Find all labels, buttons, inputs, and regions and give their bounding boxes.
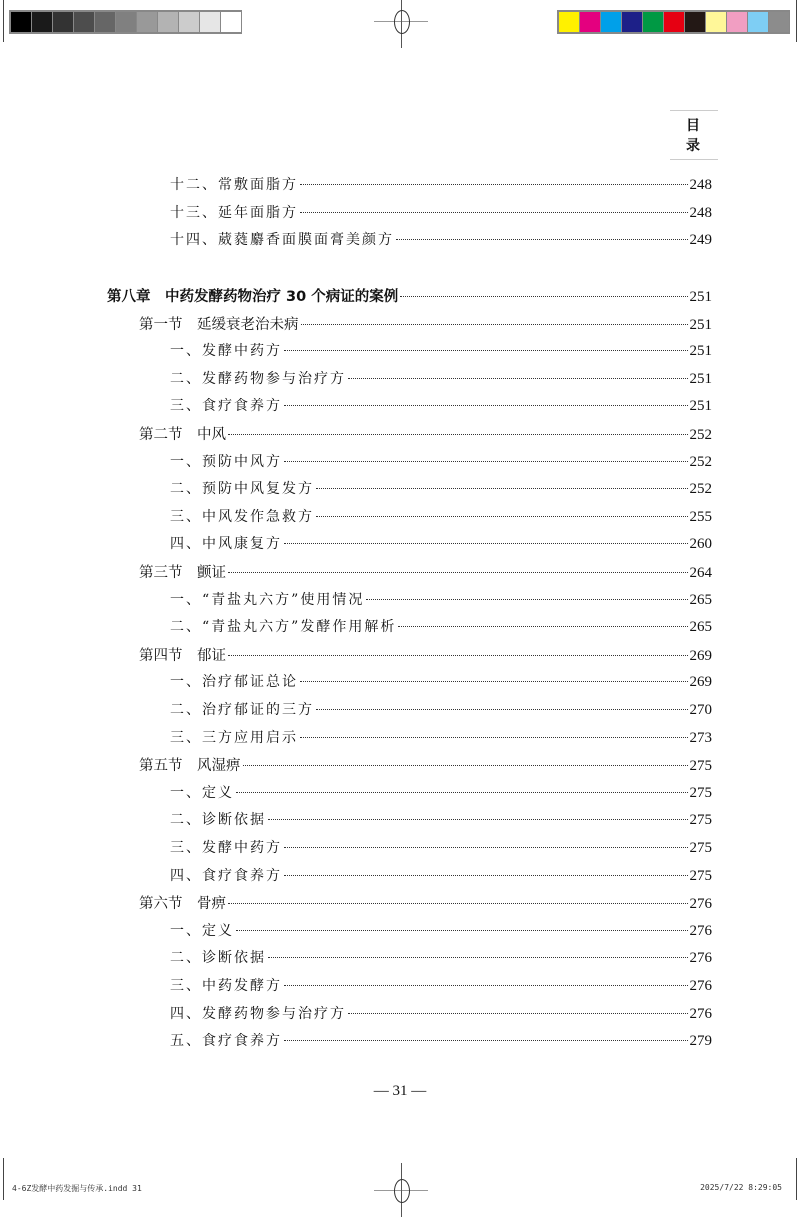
toc-entry (170, 229, 712, 251)
toc-entry-title: 二、诊断依据 (170, 812, 266, 829)
color-swatch (643, 12, 663, 32)
toc-entry (170, 865, 712, 887)
dot-leader (236, 792, 688, 793)
toc-entry-title: 二、发酵药物参与治疗方 (170, 370, 346, 387)
toc-entry (170, 975, 712, 997)
dot-leader (268, 957, 688, 958)
color-swatch (32, 12, 52, 32)
dot-leader (400, 296, 687, 297)
toc-entry-title: 一、“青盐丸六方”使用情况 (170, 591, 365, 608)
toc-entry-title: 第八章 中药发酵药物治疗 30 个病证的案例 (107, 289, 399, 305)
toc-entry-page: 251 (689, 289, 712, 305)
toc-entry-title: 三、食疗食养方 (170, 398, 282, 415)
toc-entry-page: 265 (689, 619, 712, 636)
dot-leader (300, 184, 688, 185)
toc-entry-title: 四、中风康复方 (170, 536, 282, 553)
toc-entry (170, 782, 712, 804)
dot-leader (301, 324, 688, 325)
dot-leader (284, 875, 688, 876)
toc-entry-page: 251 (689, 398, 712, 415)
toc-entry-page: 269 (689, 674, 712, 691)
toc-entry-title: 二、“青盐丸六方”发酵作用解析 (170, 619, 397, 636)
toc-entry-title: 十二、常敷面脂方 (170, 177, 298, 193)
toc-entry-title: 四、食疗食养方 (170, 867, 282, 884)
dot-leader (366, 599, 687, 600)
toc-entry-title: 二、诊断依据 (170, 950, 266, 967)
toc-entry (170, 340, 712, 362)
toc-entry-page: 273 (689, 729, 712, 746)
toc-entry-title: 十三、延年面脂方 (170, 204, 298, 221)
toc-entry (170, 699, 712, 721)
toc-entry-title: 五、食疗食养方 (170, 1033, 282, 1050)
color-swatch (137, 12, 157, 32)
dot-leader (284, 847, 688, 848)
dot-leader (348, 378, 688, 379)
dot-leader (300, 681, 688, 682)
running-header: 目 录 (670, 110, 718, 160)
dot-leader (316, 709, 688, 710)
toc-entry-title: 一、发酵中药方 (170, 343, 282, 360)
toc-entry-title: 第二节 中风 (139, 427, 226, 443)
toc-entry-page: 265 (689, 591, 712, 608)
color-swatch (622, 12, 642, 32)
dot-leader (300, 737, 688, 738)
toc-entry-page: 264 (689, 565, 712, 581)
toc-entry-page: 252 (689, 427, 712, 443)
toc-entry (139, 423, 712, 445)
toc-entry-title: 三、三方应用启示 (170, 729, 298, 746)
toc-entry-page: 252 (689, 481, 712, 498)
registration-mark-top (374, 0, 428, 48)
toc-entry-page: 269 (689, 647, 712, 664)
dot-leader (284, 405, 688, 406)
toc-entry-page: 260 (689, 536, 712, 553)
toc-entry-page: 251 (689, 370, 712, 387)
toc-entry (170, 506, 712, 528)
color-swatch (769, 12, 789, 32)
toc-entry (170, 368, 712, 390)
color-swatch (116, 12, 136, 32)
footer-timestamp: 2025/7/22 8:29:05 (700, 1183, 782, 1192)
toc-entry-title: 一、定义 (170, 922, 234, 939)
toc-entry-page: 248 (689, 204, 712, 221)
crop-mark (796, 1158, 797, 1200)
toc-entry-page: 252 (689, 453, 712, 470)
registration-mark-bottom (374, 1163, 428, 1217)
color-swatch (200, 12, 220, 32)
dot-leader (284, 1040, 688, 1041)
dot-leader (396, 239, 688, 240)
toc-entry-title: 第六节 骨痹 (139, 896, 226, 913)
toc-entry-title: 一、定义 (170, 784, 234, 801)
dot-leader (228, 655, 688, 656)
crop-mark (3, 1158, 4, 1200)
toc-entry (170, 589, 712, 611)
toc-entry (170, 837, 712, 859)
toc-entry (170, 920, 712, 942)
toc-entry-page: 270 (689, 702, 712, 718)
toc-entry (170, 478, 712, 500)
toc-entry (107, 285, 712, 307)
toc-entry (139, 892, 712, 914)
toc-entry-page: 276 (689, 978, 712, 994)
color-swatch (221, 12, 241, 32)
toc-entry-title: 第四节 郁证 (139, 647, 226, 664)
color-swatch (179, 12, 199, 32)
grayscale-color-bar (9, 10, 242, 34)
dot-leader (228, 434, 688, 435)
toc-entry (139, 644, 712, 666)
color-swatch (53, 12, 73, 32)
toc-entry-title: 二、预防中风复发方 (170, 481, 314, 498)
dot-leader (398, 626, 687, 627)
toc-entry-title: 三、发酵中药方 (170, 840, 282, 856)
color-swatch (11, 12, 31, 32)
toc-entry-page: 275 (689, 758, 712, 775)
toc-entry-title: 十四、葳蕤麝香面膜面膏美颜方 (170, 232, 394, 249)
toc-entry-page: 249 (689, 232, 712, 249)
toc-entry-title: 二、治疗郁证的三方 (170, 702, 314, 718)
dot-leader (316, 488, 688, 489)
page-number: — 31 — (373, 1083, 427, 1099)
toc-entry (170, 947, 712, 969)
dot-leader (348, 1013, 688, 1014)
color-swatch (748, 12, 768, 32)
color-swatch (727, 12, 747, 32)
toc-entry (139, 313, 712, 335)
dot-leader (284, 543, 688, 544)
toc-entry (170, 1003, 712, 1025)
toc-entry (170, 174, 712, 196)
toc-entry (170, 616, 712, 638)
process-color-bar (557, 10, 790, 34)
dot-leader (236, 930, 688, 931)
toc-entry-page: 275 (689, 784, 712, 801)
dot-leader (300, 212, 688, 213)
toc-entry-title: 一、预防中风方 (170, 453, 282, 470)
toc-entry-page: 275 (689, 840, 712, 856)
toc-entry-page: 255 (689, 508, 712, 525)
toc-entry-title: 三、中药发酵方 (170, 978, 282, 994)
toc-entry-page: 251 (689, 343, 712, 360)
dot-leader (316, 516, 688, 517)
toc-entry-page: 248 (689, 177, 712, 193)
crop-mark (796, 0, 797, 42)
dot-leader (228, 903, 688, 904)
toc-entry-title: 第一节 延缓衰老治未病 (139, 316, 299, 333)
toc-entry (170, 451, 712, 473)
toc-entry-page: 276 (689, 1005, 712, 1022)
toc-entry-page: 251 (689, 316, 712, 333)
toc-entry-page: 276 (689, 950, 712, 967)
toc-entry (170, 809, 712, 831)
toc-entry-title: 第三节 颤证 (139, 565, 226, 581)
color-swatch (601, 12, 621, 32)
toc-entry (170, 202, 712, 224)
dot-leader (268, 819, 688, 820)
toc-entry-page: 276 (689, 896, 712, 913)
toc-entry (139, 754, 712, 776)
color-swatch (706, 12, 726, 32)
color-swatch (158, 12, 178, 32)
toc-entry-title: 四、发酵药物参与治疗方 (170, 1005, 346, 1022)
dot-leader (284, 985, 688, 986)
dot-leader (284, 350, 688, 351)
toc-entry (170, 671, 712, 693)
toc-entry-page: 275 (689, 867, 712, 884)
dot-leader (284, 461, 688, 462)
footer-filename: 4-6Z发酵中药发掘与传承.indd 31 (12, 1184, 142, 1193)
color-swatch (559, 12, 579, 32)
toc-entry-page: 275 (689, 812, 712, 829)
toc-entry (170, 1030, 712, 1052)
toc-entry-title: 三、中风发作急救方 (170, 508, 314, 525)
toc-entry-title: 第五节 风湿痹 (139, 758, 241, 775)
toc-entry-page: 276 (689, 922, 712, 939)
crop-mark (3, 0, 4, 42)
color-swatch (664, 12, 684, 32)
dot-leader (243, 765, 688, 766)
color-swatch (74, 12, 94, 32)
toc-entry (170, 727, 712, 749)
toc-entry (170, 533, 712, 555)
color-swatch (95, 12, 115, 32)
color-swatch (580, 12, 600, 32)
toc-entry (139, 561, 712, 583)
toc-entry-title: 一、治疗郁证总论 (170, 674, 298, 691)
toc-entry (170, 395, 712, 417)
toc-entry-page: 279 (689, 1033, 712, 1050)
dot-leader (228, 572, 688, 573)
color-swatch (685, 12, 705, 32)
